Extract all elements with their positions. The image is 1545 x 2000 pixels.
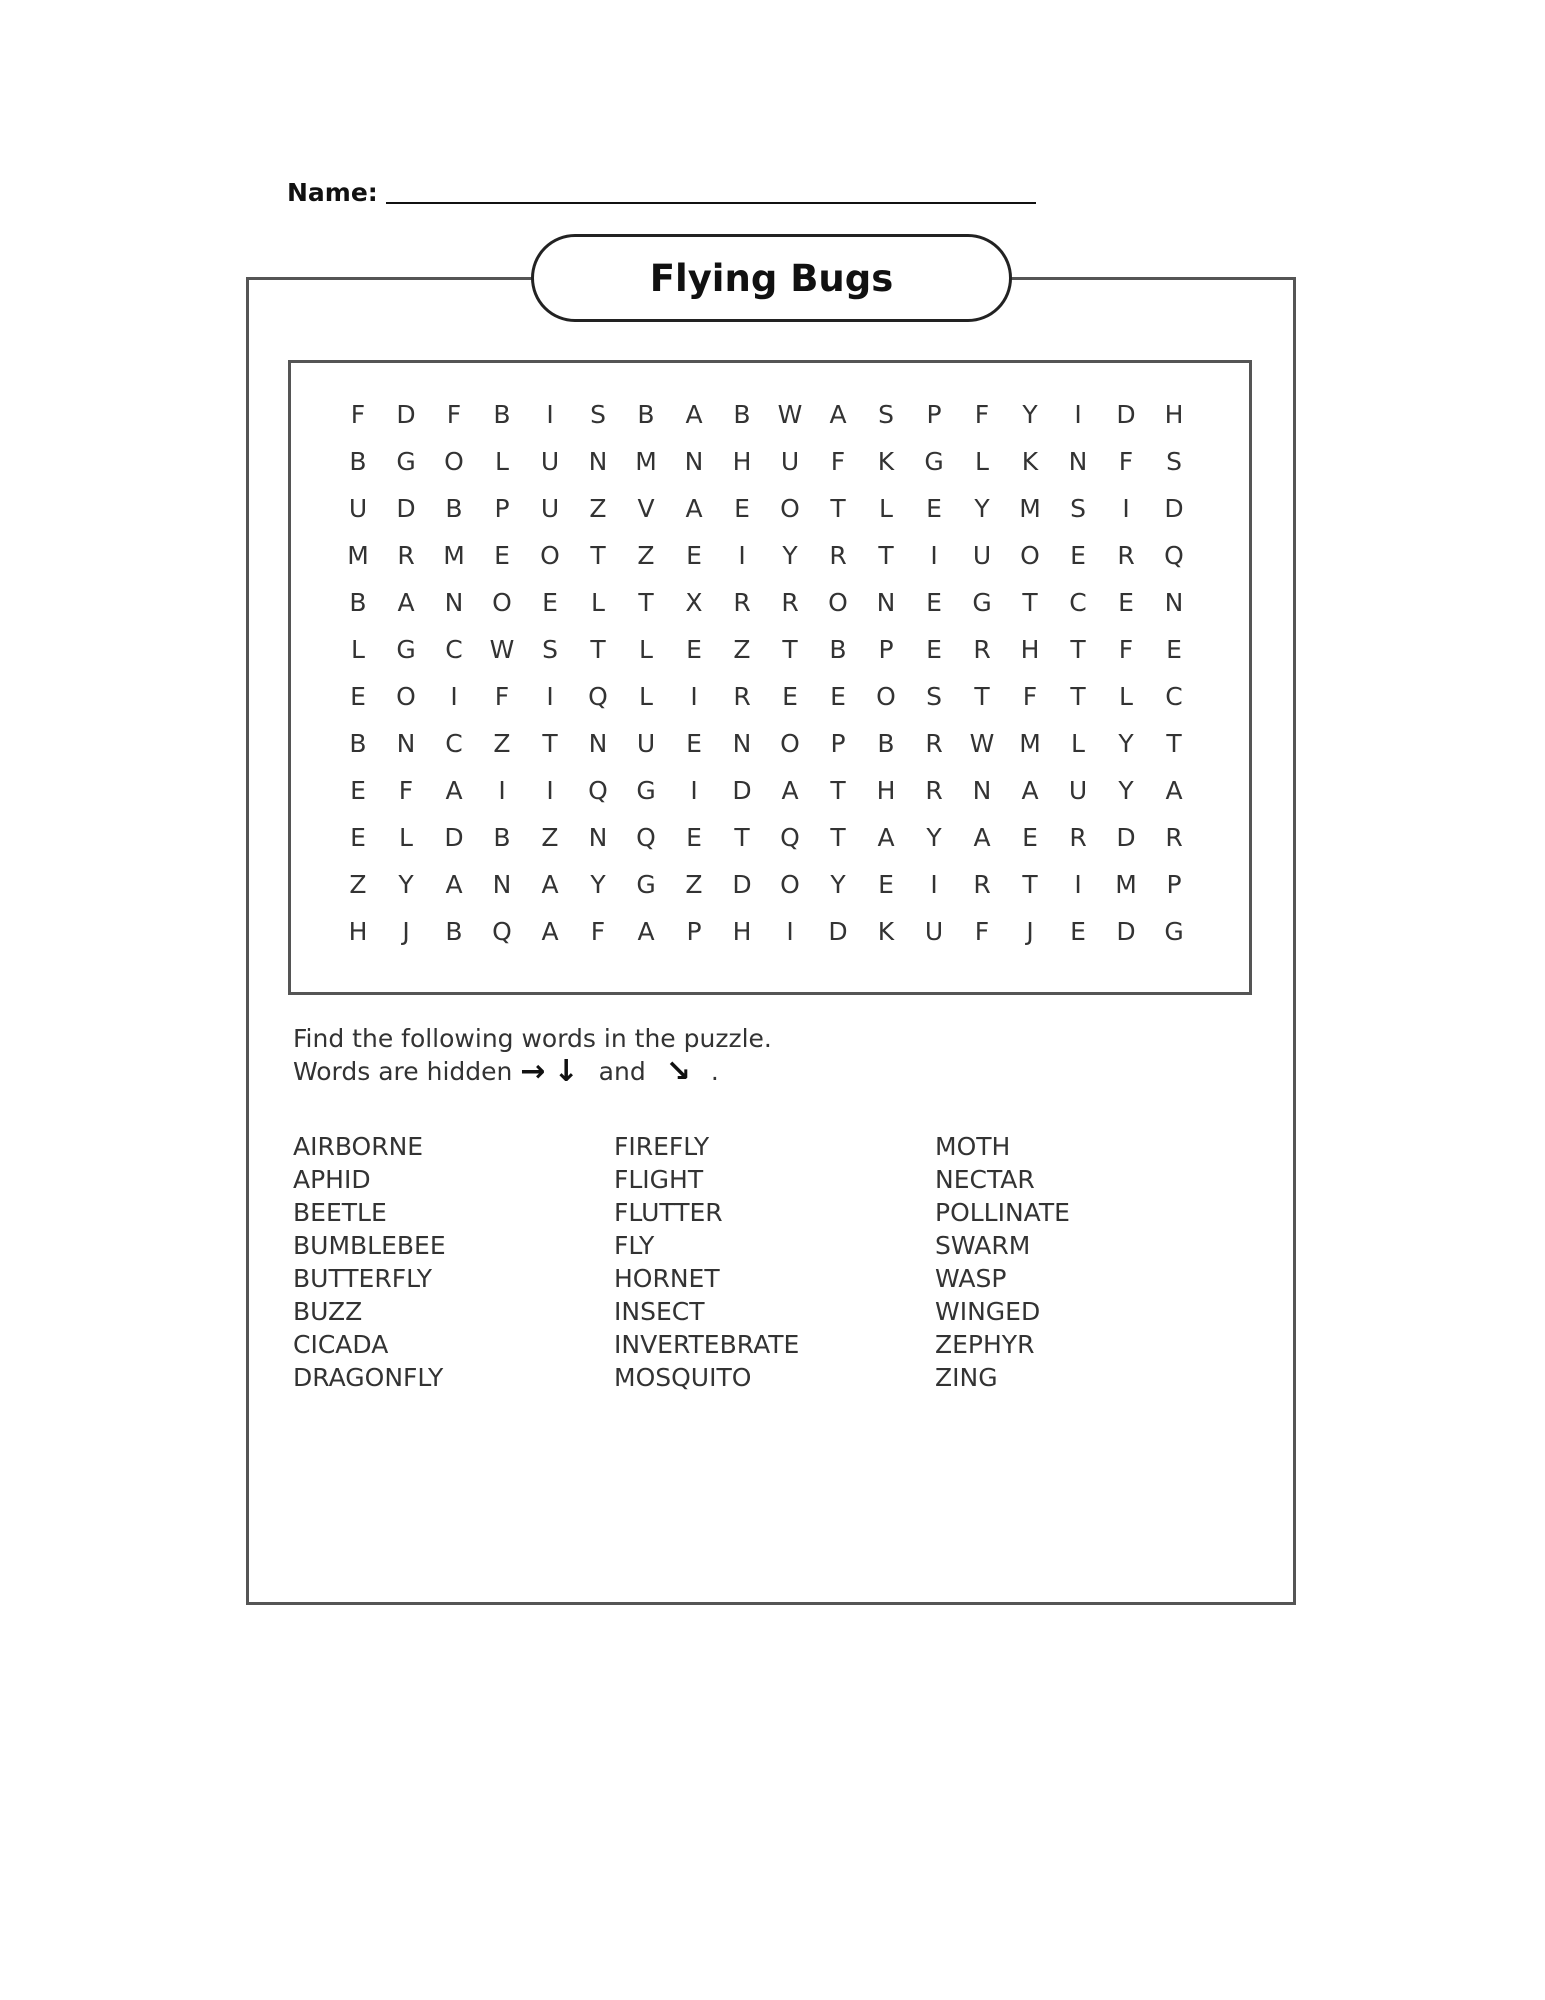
grid-cell[interactable]: D [444, 823, 464, 852]
grid-cell[interactable]: F [1118, 447, 1134, 476]
grid-cell[interactable]: L [1119, 682, 1133, 711]
puzzle-box [288, 360, 1252, 995]
grid-cell[interactable]: O [1020, 541, 1040, 570]
word-item: WASP [935, 1264, 1007, 1293]
grid-cell[interactable]: Z [493, 729, 511, 758]
grid-cell[interactable]: T [638, 588, 654, 617]
grid-cell[interactable]: P [1166, 870, 1182, 899]
grid-cell[interactable]: A [685, 494, 703, 523]
grid-cell[interactable]: D [732, 870, 752, 899]
grid-cell[interactable]: Q [780, 823, 800, 852]
grid-cell[interactable]: Z [541, 823, 559, 852]
grid-cell[interactable]: E [1022, 823, 1038, 852]
grid-cell[interactable]: F [974, 917, 990, 946]
grid-cell[interactable]: U [540, 494, 560, 523]
grid-cell[interactable]: S [878, 400, 894, 429]
grid-cell[interactable]: E [926, 635, 942, 664]
name-field-line[interactable] [386, 202, 1036, 204]
grid-cell[interactable]: T [1166, 729, 1182, 758]
grid-cell[interactable]: I [546, 400, 554, 429]
grid-cell[interactable]: I [786, 917, 794, 946]
grid-cell[interactable]: Y [926, 823, 942, 852]
grid-cell[interactable]: W [777, 400, 803, 429]
word-item: CICADA [293, 1330, 389, 1359]
grid-cell[interactable]: P [830, 729, 846, 758]
grid-cell[interactable]: J [402, 917, 410, 946]
word-item: APHID [293, 1165, 371, 1194]
word-item: HORNET [614, 1264, 720, 1293]
arrow-down-icon: ↓ [553, 1054, 579, 1089]
grid-cell[interactable]: Z [349, 870, 367, 899]
word-column-2 [614, 1130, 935, 1394]
grid-cell[interactable]: N [492, 870, 512, 899]
grid-cell[interactable]: B [349, 447, 367, 476]
grid-cell[interactable]: O [444, 447, 464, 476]
grid-cell[interactable]: O [780, 870, 800, 899]
grid-cell[interactable]: U [1068, 776, 1088, 805]
grid-cell[interactable]: H [732, 917, 752, 946]
grid-cell[interactable]: B [349, 588, 367, 617]
grid-cell[interactable]: L [495, 447, 509, 476]
grid-cell[interactable]: T [590, 635, 606, 664]
grid-cell[interactable]: A [685, 400, 703, 429]
grid-cell[interactable]: T [542, 729, 558, 758]
grid-cell[interactable]: A [397, 588, 415, 617]
grid-cell[interactable]: S [542, 635, 558, 664]
grid-cell[interactable]: R [973, 870, 991, 899]
grid-cell[interactable]: N [588, 447, 608, 476]
grid-cell[interactable]: A [829, 400, 847, 429]
grid-cell[interactable]: G [636, 776, 656, 805]
grid-cell[interactable]: T [734, 823, 750, 852]
grid-cell[interactable]: R [733, 682, 751, 711]
grid-cell[interactable]: B [733, 400, 751, 429]
grid-cell[interactable]: D [1164, 494, 1184, 523]
word-item: NECTAR [935, 1165, 1035, 1194]
grid-cell[interactable]: I [1074, 400, 1082, 429]
grid-cell[interactable]: I [930, 541, 938, 570]
word-item: AIRBORNE [293, 1132, 424, 1161]
grid-cell[interactable]: C [445, 635, 463, 664]
grid-cell[interactable]: D [1116, 823, 1136, 852]
grid-cell[interactable]: T [1070, 682, 1086, 711]
grid-cell[interactable]: I [498, 776, 506, 805]
grid-cell[interactable]: Y [1118, 776, 1134, 805]
grid-cell[interactable]: Y [1022, 400, 1038, 429]
grid-cell[interactable]: R [1165, 823, 1183, 852]
grid-cell[interactable]: P [686, 917, 702, 946]
grid-cell[interactable]: U [636, 729, 656, 758]
grid-cell[interactable]: H [1164, 400, 1184, 429]
grid-cell[interactable]: A [1165, 776, 1183, 805]
grid-cell[interactable]: G [636, 870, 656, 899]
grid-cell[interactable]: P [878, 635, 894, 664]
title-banner [531, 234, 1012, 322]
grid-cell[interactable]: L [591, 588, 605, 617]
grid-cell[interactable]: T [590, 541, 606, 570]
grid-cell[interactable]: Y [590, 870, 606, 899]
grid-cell[interactable]: O [492, 588, 512, 617]
grid-cell[interactable]: T [878, 541, 894, 570]
instruction-and: and [598, 1057, 646, 1086]
grid-cell[interactable]: F [1118, 635, 1134, 664]
grid-cell[interactable]: E [878, 870, 894, 899]
grid-cell[interactable]: A [541, 870, 559, 899]
word-item: INVERTEBRATE [614, 1330, 800, 1359]
grid-cell[interactable]: A [1021, 776, 1039, 805]
grid-cell[interactable]: M [347, 541, 369, 570]
grid-cell[interactable]: F [974, 400, 990, 429]
grid-cell[interactable]: T [830, 494, 846, 523]
grid-cell[interactable]: N [588, 823, 608, 852]
grid-cell[interactable]: Q [636, 823, 656, 852]
grid-cell[interactable]: E [734, 494, 750, 523]
grid-cell[interactable]: E [830, 682, 846, 711]
grid-cell[interactable]: H [348, 917, 368, 946]
word-item: BUZZ [293, 1297, 363, 1326]
word-item: WINGED [935, 1297, 1041, 1326]
grid-cell[interactable]: Z [733, 635, 751, 664]
grid-cell[interactable]: B [445, 917, 463, 946]
grid-cell[interactable]: D [1116, 917, 1136, 946]
grid-cell[interactable]: W [489, 635, 515, 664]
grid-cell[interactable]: A [445, 776, 463, 805]
grid-cell[interactable]: F [350, 400, 366, 429]
grid-cell[interactable]: F [590, 917, 606, 946]
grid-cell[interactable]: R [733, 588, 751, 617]
grid-cell[interactable]: U [780, 447, 800, 476]
grid-cell[interactable]: R [925, 729, 943, 758]
instruction-text-2: Words are hidden [293, 1057, 513, 1086]
word-item: ZEPHYR [935, 1330, 1035, 1359]
grid-cell[interactable]: E [350, 682, 366, 711]
grid-cell[interactable]: U [348, 494, 368, 523]
instruction-line-2 [293, 1055, 772, 1088]
grid-cell[interactable]: P [494, 494, 510, 523]
grid-cell[interactable]: B [349, 729, 367, 758]
grid-cell[interactable]: R [925, 776, 943, 805]
grid-cell[interactable]: B [445, 494, 463, 523]
grid-cell[interactable]: U [972, 541, 992, 570]
grid-cell[interactable]: O [540, 541, 560, 570]
grid-cell[interactable]: E [542, 588, 558, 617]
grid-cell[interactable]: F [494, 682, 510, 711]
grid-cell[interactable]: Y [1118, 729, 1134, 758]
grid-cell[interactable]: B [877, 729, 895, 758]
grid-cell[interactable]: P [926, 400, 942, 429]
word-item: FIREFLY [614, 1132, 710, 1161]
grid-cell[interactable]: C [445, 729, 463, 758]
grid-cell[interactable]: F [1022, 682, 1038, 711]
grid-cell[interactable]: L [879, 494, 893, 523]
arrow-right-icon: → [520, 1054, 546, 1089]
grid-cell[interactable]: N [732, 729, 752, 758]
grid-cell[interactable]: Q [588, 776, 608, 805]
grid-cell[interactable]: E [1166, 635, 1182, 664]
word-item: BUTTERFLY [293, 1264, 432, 1293]
grid-cell[interactable]: G [396, 447, 416, 476]
grid-cell[interactable]: D [1116, 400, 1136, 429]
grid-cell[interactable]: I [738, 541, 746, 570]
grid-cell[interactable]: E [494, 541, 510, 570]
grid-cell[interactable]: N [588, 729, 608, 758]
grid-cell[interactable]: C [1069, 588, 1087, 617]
word-column-1 [293, 1130, 614, 1394]
grid-cell[interactable]: E [686, 541, 702, 570]
grid-cell[interactable]: R [1117, 541, 1135, 570]
grid-cell[interactable]: U [924, 917, 944, 946]
grid-cell[interactable]: R [397, 541, 415, 570]
grid-cell[interactable]: G [396, 635, 416, 664]
grid-cell[interactable]: O [780, 729, 800, 758]
grid-cell[interactable]: E [350, 823, 366, 852]
grid-cell[interactable]: L [639, 682, 653, 711]
grid-cell[interactable]: S [1070, 494, 1086, 523]
letter-grid [334, 391, 1198, 955]
grid-cell[interactable]: O [876, 682, 896, 711]
grid-cell[interactable]: F [446, 400, 462, 429]
word-item: BUMBLEBEE [293, 1231, 446, 1260]
arrow-diagonal-icon: ↘ [665, 1054, 691, 1089]
word-item: DRAGONFLY [293, 1363, 444, 1392]
grid-cell[interactable]: N [876, 588, 896, 617]
grid-cell[interactable]: Q [492, 917, 512, 946]
grid-cell[interactable]: L [639, 635, 653, 664]
grid-cell[interactable]: N [396, 729, 416, 758]
grid-cell[interactable]: L [351, 635, 365, 664]
grid-cell[interactable]: E [1070, 917, 1086, 946]
grid-cell[interactable]: E [1118, 588, 1134, 617]
grid-cell[interactable]: Z [589, 494, 607, 523]
grid-cell[interactable]: B [493, 400, 511, 429]
grid-cell[interactable]: I [690, 682, 698, 711]
grid-cell[interactable]: Q [588, 682, 608, 711]
grid-cell[interactable]: I [690, 776, 698, 805]
grid-cell[interactable]: H [732, 447, 752, 476]
grid-cell[interactable]: Z [685, 870, 703, 899]
instruction-period: . [710, 1057, 719, 1086]
grid-cell[interactable]: S [926, 682, 942, 711]
grid-cell[interactable]: U [540, 447, 560, 476]
word-item: INSECT [614, 1297, 705, 1326]
grid-cell[interactable]: M [1115, 870, 1137, 899]
grid-cell[interactable]: O [828, 588, 848, 617]
grid-cell[interactable]: I [930, 870, 938, 899]
grid-cell[interactable]: E [350, 776, 366, 805]
grid-cell[interactable]: T [1022, 870, 1038, 899]
grid-cell[interactable]: W [969, 729, 995, 758]
grid-cell[interactable]: D [732, 776, 752, 805]
grid-cell[interactable]: K [1021, 447, 1039, 476]
grid-cell[interactable]: S [590, 400, 606, 429]
grid-cell[interactable]: S [1166, 447, 1182, 476]
grid-cell[interactable]: N [684, 447, 704, 476]
grid-cell[interactable]: A [541, 917, 559, 946]
grid-cell[interactable]: B [637, 400, 655, 429]
grid-cell[interactable]: E [686, 635, 702, 664]
word-item: POLLINATE [935, 1198, 1070, 1227]
grid-cell[interactable]: V [637, 494, 655, 523]
word-item: SWARM [935, 1231, 1031, 1260]
grid-cell[interactable]: E [1070, 541, 1086, 570]
grid-cell[interactable]: K [877, 917, 895, 946]
grid-cell[interactable]: I [546, 776, 554, 805]
word-item: MOSQUITO [614, 1363, 752, 1392]
grid-cell[interactable]: Y [830, 870, 846, 899]
grid-cell[interactable]: R [973, 635, 991, 664]
grid-cell[interactable]: A [973, 823, 991, 852]
grid-cell[interactable]: E [686, 823, 702, 852]
word-item: ZING [935, 1363, 998, 1392]
grid-cell[interactable]: I [1074, 870, 1082, 899]
grid-cell[interactable]: T [1022, 588, 1038, 617]
grid-cell[interactable]: F [830, 447, 846, 476]
grid-cell[interactable]: Q [1164, 541, 1184, 570]
grid-cell[interactable]: T [974, 682, 990, 711]
grid-cell[interactable]: M [1019, 494, 1041, 523]
grid-cell[interactable]: M [1019, 729, 1041, 758]
instruction-text-1: Find the following words in the puzzle. [293, 1024, 772, 1053]
grid-cell[interactable]: N [1068, 447, 1088, 476]
word-item: FLUTTER [614, 1198, 723, 1227]
grid-cell[interactable]: Y [398, 870, 414, 899]
grid-cell[interactable]: D [396, 494, 416, 523]
grid-cell[interactable]: Y [974, 494, 990, 523]
grid-cell[interactable]: Y [782, 541, 798, 570]
name-row [287, 178, 1036, 208]
grid-cell[interactable]: G [924, 447, 944, 476]
grid-cell[interactable]: I [546, 682, 554, 711]
grid-cell[interactable]: I [1122, 494, 1130, 523]
grid-cell[interactable]: N [972, 776, 992, 805]
grid-cell[interactable]: R [1069, 823, 1087, 852]
grid-cell[interactable]: F [398, 776, 414, 805]
instruction-line-1 [293, 1022, 772, 1055]
grid-cell[interactable]: G [972, 588, 992, 617]
word-column-3 [935, 1130, 1256, 1394]
grid-cell[interactable]: B [829, 635, 847, 664]
grid-cell[interactable]: T [830, 823, 846, 852]
grid-cell[interactable]: Z [637, 541, 655, 570]
grid-cell[interactable]: N [1164, 588, 1184, 617]
grid-cell[interactable]: X [685, 588, 703, 617]
word-item: FLY [614, 1231, 655, 1260]
grid-cell[interactable]: M [635, 447, 657, 476]
grid-cell[interactable]: A [877, 823, 895, 852]
word-item: BEETLE [293, 1198, 387, 1227]
grid-cell[interactable]: H [1020, 635, 1040, 664]
grid-cell[interactable]: T [830, 776, 846, 805]
word-item: MOTH [935, 1132, 1011, 1161]
grid-cell[interactable]: L [1071, 729, 1085, 758]
grid-cell[interactable]: D [396, 400, 416, 429]
instructions [293, 1022, 772, 1088]
grid-cell[interactable]: N [444, 588, 464, 617]
grid-cell[interactable]: T [782, 635, 798, 664]
grid-cell[interactable]: L [399, 823, 413, 852]
word-item: FLIGHT [614, 1165, 704, 1194]
page-title: Flying Bugs [649, 256, 894, 300]
grid-cell[interactable]: O [396, 682, 416, 711]
grid-cell[interactable]: E [782, 682, 798, 711]
grid-cell[interactable]: H [876, 776, 896, 805]
grid-cell[interactable]: D [828, 917, 848, 946]
grid-cell[interactable]: J [1026, 917, 1034, 946]
grid-cell[interactable]: O [780, 494, 800, 523]
grid-cell[interactable]: L [975, 447, 989, 476]
name-label: Name: [287, 178, 378, 207]
grid-cell[interactable]: A [781, 776, 799, 805]
grid-cell[interactable]: E [926, 494, 942, 523]
grid-cell[interactable]: G [1164, 917, 1184, 946]
grid-cell[interactable]: K [877, 447, 895, 476]
grid-cell[interactable]: I [450, 682, 458, 711]
word-list [293, 1130, 1256, 1394]
grid-cell[interactable]: R [781, 588, 799, 617]
grid-cell[interactable]: A [637, 917, 655, 946]
grid-cell[interactable]: C [1165, 682, 1183, 711]
grid-cell[interactable]: M [443, 541, 465, 570]
grid-cell[interactable]: R [829, 541, 847, 570]
grid-cell[interactable]: B [493, 823, 511, 852]
grid-cell[interactable]: T [1070, 635, 1086, 664]
grid-cell[interactable]: E [686, 729, 702, 758]
grid-cell[interactable]: E [926, 588, 942, 617]
grid-cell[interactable]: A [445, 870, 463, 899]
